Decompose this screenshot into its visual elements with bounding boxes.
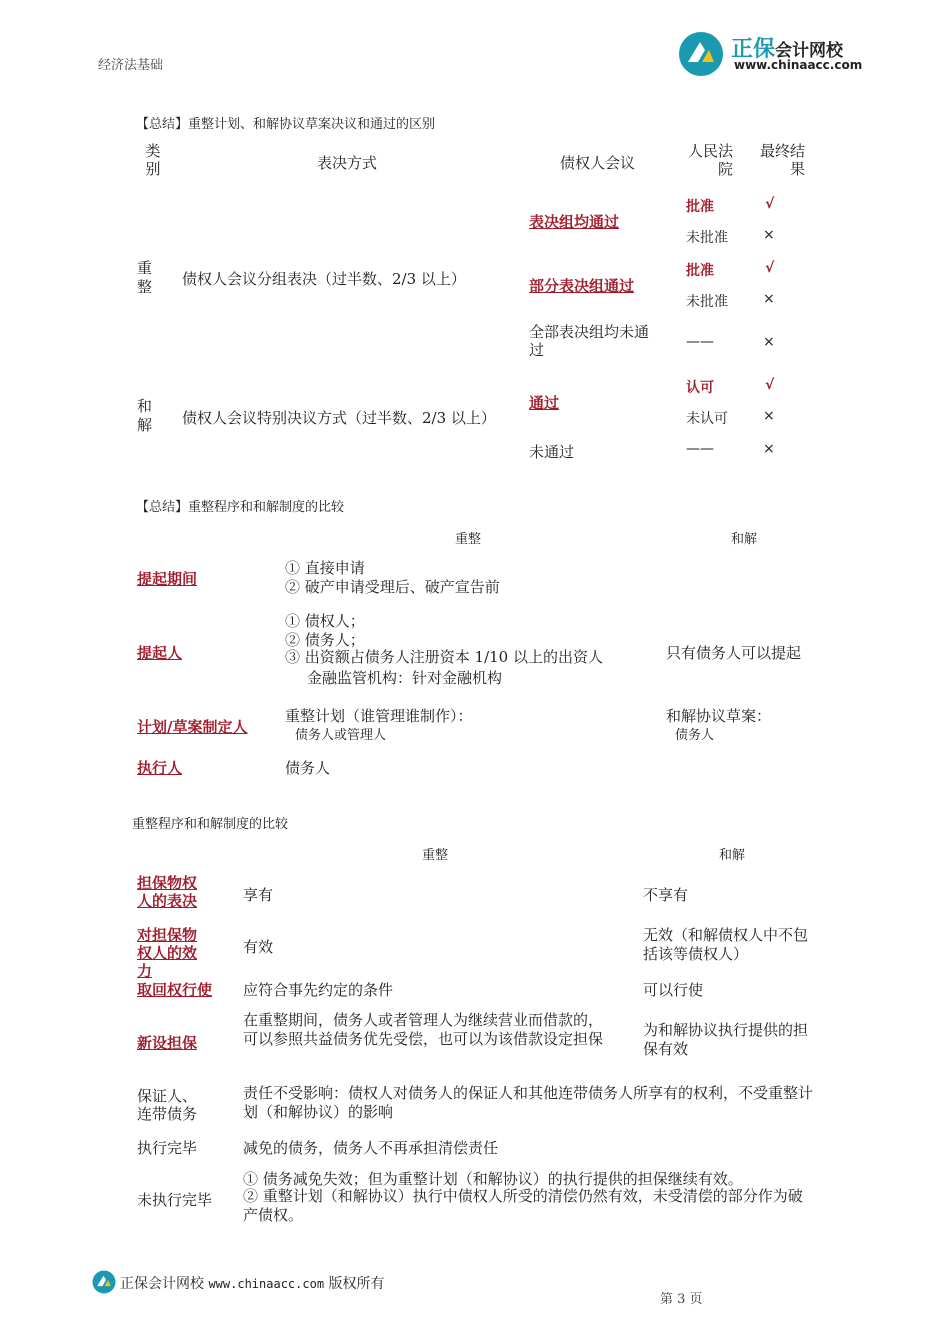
header-left-fragment: 经济法基础 [98, 58, 164, 73]
t1-result-cross-1: × [763, 227, 775, 243]
t2-title: 【总结】重整程序和和解制度的比较 [136, 500, 345, 515]
t1-result-cross-4: × [763, 408, 775, 424]
logo-name-b: 会计网校 [775, 41, 844, 61]
logo-name-a: 正保 [731, 37, 776, 62]
t2-drafter-settle-b: 债务人 [675, 728, 715, 743]
t3-label-completed: 执行完毕 [137, 1139, 198, 1157]
t1-header-court: 人民法院 [687, 142, 733, 178]
t2-label-period[interactable]: 提起期间 [137, 570, 198, 588]
t3-new-security-reorg: 在重整期间，债务人或者管理人为继续营业而借款的，可以参照共益债务优先受偿，也可以为该借款设定担保 [243, 1011, 604, 1048]
t3-label-guarantor-b: 连带债务 [137, 1105, 198, 1123]
footer-brand-name: 正保会计网校 [120, 1276, 204, 1292]
t1-result-cross-5: × [763, 441, 775, 457]
t2-executor-reorg: 债务人 [285, 759, 331, 777]
t2-period-reorg-a: ① 直接申请 [285, 559, 365, 577]
t3-label-security-effect[interactable]: 对担保物权人的效力 [137, 926, 198, 980]
t1-result-tick-3: √ [765, 377, 775, 393]
t3-label-retrieval[interactable]: 取回权行使 [137, 981, 213, 999]
t2-initiator-d: 金融监管机构：针对金融机构 [307, 669, 503, 687]
t3-header-reorg: 重整 [422, 848, 449, 863]
logo-url: www.chinaacc.com [734, 58, 863, 72]
t1-row-reorg-category: 重整 [137, 259, 153, 296]
t1-row-settle-method: 债权人会议特别决议方式（过半数、2/3 以上） [182, 409, 496, 427]
brand-logo[interactable] [678, 31, 878, 77]
t1-court-approve-2: 批准 [686, 263, 714, 279]
t1-result-tick-1: √ [765, 196, 775, 212]
t2-initiator-settle: 只有债务人可以提起 [666, 644, 802, 662]
footer-rights: 版权所有 [328, 1276, 385, 1292]
footer-logo-icon [92, 1270, 116, 1294]
t1-link-some-groups-pass[interactable]: 部分表决组通过 [529, 277, 635, 295]
t2-period-reorg-b: ② 破产申请受理后、破产宣告前 [285, 578, 500, 596]
t1-court-dash-2: —— [686, 441, 714, 457]
footer-page-number: 第 3 页 [660, 1292, 703, 1307]
t1-court-not-approve-2: 未批准 [686, 294, 728, 310]
t3-retrieval-reorg: 应符合事先约定的条件 [243, 981, 394, 999]
t3-security-effect-settle: 无效（和解债权人中不包括该等债权人） [643, 926, 809, 963]
t3-security-vote-reorg: 享有 [243, 886, 274, 904]
t3-not-completed-b: ② 重整计划（和解协议）执行中债权人所受的清偿仍然有效，未受清偿的部分作为破产债权。 [243, 1187, 803, 1224]
t1-all-groups-fail: 全部表决组均未通过 [529, 323, 650, 359]
t2-drafter-reorg-a: 重整计划（谁管理谁制作）： [285, 707, 473, 725]
t3-retrieval-settle: 可以行使 [643, 981, 704, 999]
t1-court-not-approve-1: 未批准 [686, 230, 728, 246]
t3-security-vote-settle: 不享有 [643, 886, 689, 904]
t2-drafter-reorg-b: 债务人或管理人 [295, 728, 387, 743]
t1-result-cross-2: × [763, 291, 775, 307]
t1-header-result: 最终结果 [759, 142, 805, 178]
t2-initiator-c: ③ 出资额占债务人注册资本 1/10 以上的出资人 [285, 648, 603, 666]
t1-header-meeting: 债权人会议 [560, 154, 636, 172]
t1-court-approve-1: 批准 [686, 199, 714, 215]
t3-not-completed-a: ① 债务减免失效；但为重整计划（和解协议）的执行提供的担保继续有效。 [243, 1170, 743, 1188]
t3-security-effect-reorg: 有效 [243, 938, 274, 956]
t3-new-security-settle: 为和解协议执行提供的担保有效 [643, 1021, 809, 1058]
t3-label-guarantor-a: 保证人、 [137, 1087, 198, 1105]
t2-header-settle: 和解 [731, 532, 758, 547]
t3-label-not-completed: 未执行完毕 [137, 1191, 213, 1209]
t3-header-settle: 和解 [719, 848, 746, 863]
t2-label-executor[interactable]: 执行人 [137, 759, 183, 777]
t1-result-tick-2: √ [765, 260, 775, 276]
logo-emblem-icon [678, 31, 724, 77]
t2-initiator-a: ① 债权人； [285, 612, 365, 630]
t1-settle-fail: 未通过 [529, 443, 575, 461]
t1-header-method: 表决方式 [317, 154, 378, 172]
t1-court-not-accept: 未认可 [686, 411, 728, 427]
t3-label-new-security[interactable]: 新设担保 [137, 1034, 198, 1052]
t3-guarantor-text: 责任不受影响：债权人对债务人的保证人和其他连带债务人所享有的权利，不受重整计划（和解协议）的影响 [243, 1084, 814, 1121]
t2-label-initiator[interactable]: 提起人 [137, 644, 183, 662]
t1-link-settle-pass[interactable]: 通过 [529, 394, 560, 412]
t2-initiator-b: ② 债务人； [285, 631, 365, 649]
t1-header-category: 类别 [145, 142, 161, 178]
t1-title: 【总结】重整计划、和解协议草案决议和通过的区别 [136, 117, 436, 132]
t1-court-dash-1: —— [686, 334, 714, 350]
t2-header-reorg: 重整 [455, 532, 482, 547]
footer-brand [92, 1270, 422, 1296]
t1-court-accept: 认可 [686, 380, 714, 396]
footer-url: www.chinaacc.com [208, 1277, 325, 1291]
t1-result-cross-3: × [763, 334, 775, 350]
t1-row-settle-category: 和解 [137, 397, 153, 434]
t2-drafter-settle-a: 和解协议草案： [666, 707, 772, 725]
t3-label-security-vote[interactable]: 担保物权人的表决 [137, 874, 198, 910]
t1-link-all-groups-pass[interactable]: 表决组均通过 [529, 213, 620, 231]
t3-title: 重整程序和和解制度的比较 [132, 817, 289, 832]
t1-row-reorg-method: 债权人会议分组表决（过半数、2/3 以上） [182, 270, 466, 288]
t2-label-drafter[interactable]: 计划/草案制定人 [137, 718, 248, 736]
t3-completed-text: 减免的债务，债务人不再承担清偿责任 [243, 1139, 499, 1157]
